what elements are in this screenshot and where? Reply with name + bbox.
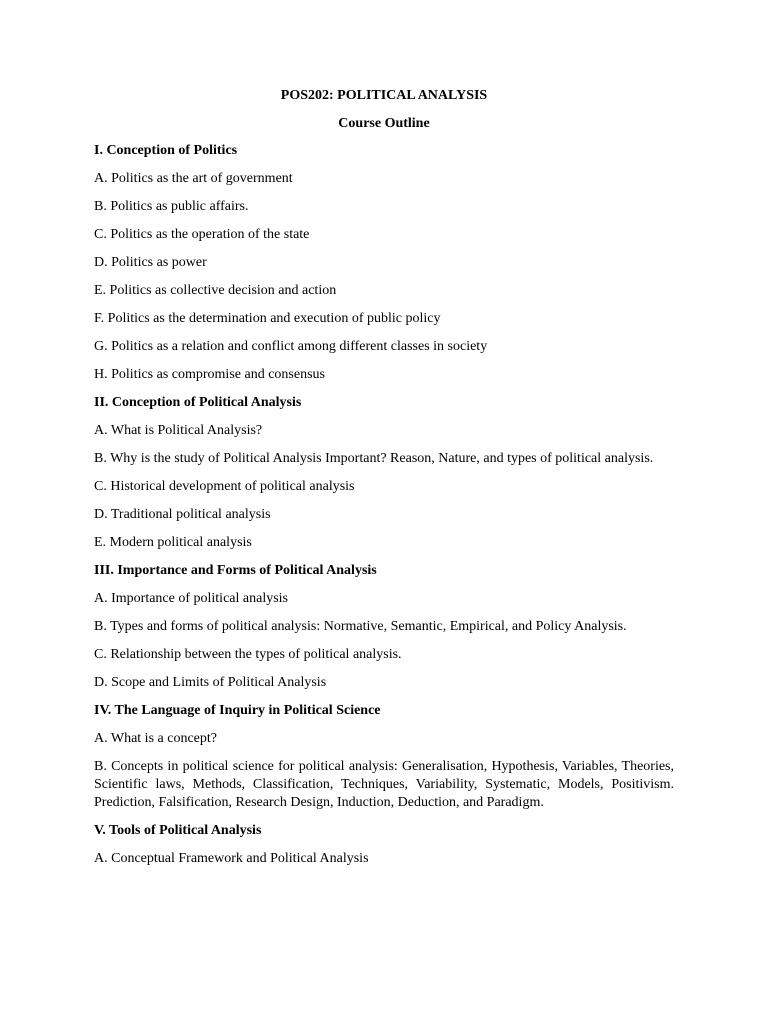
outline-item: A. Importance of political analysis [94,591,288,606]
outline-item: C. Relationship between the types of political analysis. [94,647,402,662]
outline-item: H. Politics as compromise and consensus [94,367,325,382]
section-1 [94,142,674,384]
outline-item: A. Conceptual Framework and Political Analysis [94,851,369,866]
course-outline [94,142,674,878]
section-heading: V. Tools of Political Analysis [94,823,262,838]
section-heading: II. Conception of Political Analysis [94,395,302,410]
section-5 [94,822,674,868]
outline-item: D. Scope and Limits of Political Analysis [94,675,327,690]
section-4 [94,702,674,812]
outline-item: D. Politics as power [94,255,207,270]
outline-item: C. Historical development of political analysis [94,479,355,494]
outline-item: E. Modern political analysis [94,535,252,550]
outline-item: B. Why is the study of Political Analysis Important? Reason, Nature, and types of political analysis. [94,451,654,466]
section-heading: III. Importance and Forms of Political Analysis [94,563,377,578]
document-title: POS202: POLITICAL ANALYSIS [280,88,488,103]
outline-item: A. What is Political Analysis? [94,423,263,438]
section-heading: IV. The Language of Inquiry in Political Science [94,703,381,718]
outline-item: B. Politics as public affairs. [94,199,249,214]
outline-item: C. Politics as the operation of the state [94,227,310,242]
outline-item: A. What is a concept? [94,731,217,746]
outline-item: G. Politics as a relation and conflict among different classes in society [94,339,488,354]
section-heading: I. Conception of Politics [94,143,238,158]
outline-item: B. Concepts in political science for political analysis: Generalisation, Hypothesis, Variables, Theories, Scientific laws, Methods, Classification, Techniques, Variability, Systematic, Models, Positivism. Prediction, Falsification, Research Design, Induction, Deduction, and Paradigm. [94,759,674,810]
outline-item: A. Politics as the art of government [94,171,293,186]
outline-item: D. Traditional political analysis [94,507,271,522]
outline-item: B. Types and forms of political analysis: Normative, Semantic, Empirical, and Policy Analysis. [94,619,627,634]
outline-item: F. Politics as the determination and execution of public policy [94,311,441,326]
outline-item: E. Politics as collective decision and action [94,283,337,298]
section-2 [94,394,674,552]
section-3 [94,562,674,692]
document-subtitle: Course Outline [338,116,430,131]
